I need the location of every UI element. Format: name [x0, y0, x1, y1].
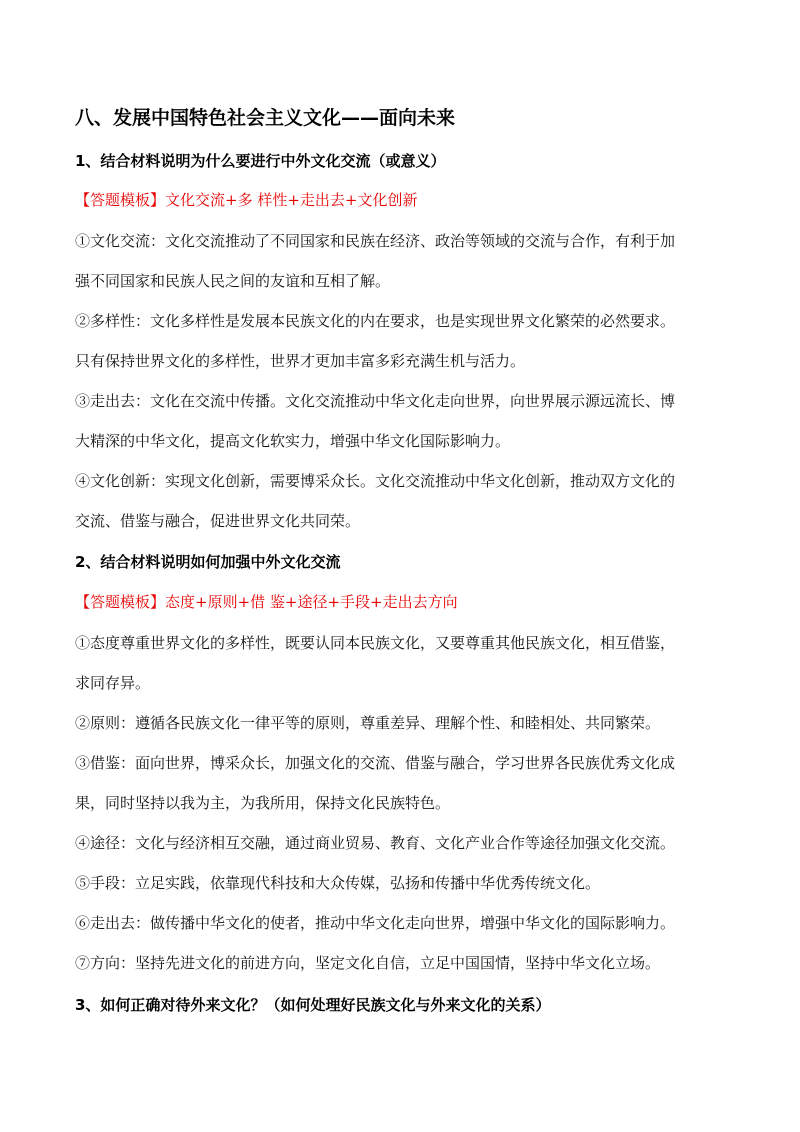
section-2-line: ②原则：遵循各民族文化一律平等的原则，尊重差异、理解个性、和睦相处、共同繁荣。	[75, 714, 661, 732]
section-1-heading: 1、结合材料说明为什么要进行中外文化交流（或意义）	[75, 152, 446, 170]
section-1-line: 大精深的中华文化，提高文化软实力，增强中华文化国际影响力。	[75, 432, 511, 450]
section-1-line: 交流、借鉴与融合，促进世界文化共同荣。	[75, 512, 361, 530]
section-1-template: 【答题模板】文化交流+多 样性+走出去+文化创新	[75, 191, 418, 209]
section-2-line: ⑥走出去：做传播中华文化的使者，推动中华文化走向世界，增强中华文化的国际影响力。	[75, 914, 676, 932]
section-2-line: 求同存异。	[75, 674, 151, 692]
section-2-line: 果，同时坚持以我为主，为我所用，保持文化民族特色。	[75, 794, 451, 812]
section-1-line: ②多样性：文化多样性是发展本民族文化的内在要求，也是实现世界文化繁荣的必然要求。	[75, 312, 676, 330]
section-2-line: ③借鉴：面向世界，博采众长，加强文化的交流、借鉴与融合，学习世界各民族优秀文化成	[75, 754, 676, 772]
page-title: 八、发展中国特色社会主义文化——面向未来	[75, 107, 456, 129]
section-1-line: 只有保持世界文化的多样性，世界才更加丰富多彩充满生机与活力。	[75, 352, 526, 370]
section-2-line: ①态度尊重世界文化的多样性，既要认同本民族文化，又要尊重其他民族文化，相互借鉴，	[75, 634, 676, 652]
section-1-line: ③走出去：文化在交流中传播。文化交流推动中华文化走向世界，向世界展示源远流长、博	[75, 392, 676, 410]
section-2-line: ⑦方向：坚持先进文化的前进方向，坚定文化自信，立足中国国情，坚持中华文化立场。	[75, 954, 661, 972]
section-2-template: 【答题模板】态度+原则+借 鉴+途径+手段+走出去方向	[75, 593, 458, 611]
section-1-line: ④文化创新：实现文化创新，需要博采众长。文化交流推动中华文化创新，推动双方文化的	[75, 472, 676, 490]
section-2-line: ⑤手段：立足实践，依靠现代科技和大众传媒，弘扬和传播中华优秀传统文化。	[75, 874, 601, 892]
section-3-heading: 3、如何正确对待外来文化？（如何处理好民族文化与外来文化的关系）	[75, 996, 551, 1014]
section-2-line: ④途径：文化与经济相互交融，通过商业贸易、教育、文化产业合作等途径加强文化交流。	[75, 834, 676, 852]
section-1-line: ①文化交流：文化交流推动了不同国家和民族在经济、政治等领域的交流与合作，有利于加	[75, 232, 676, 250]
section-1-line: 强不同国家和民族人民之间的友谊和互相了解。	[75, 272, 391, 290]
section-2-heading: 2、结合材料说明如何加强中外文化交流	[75, 553, 341, 571]
